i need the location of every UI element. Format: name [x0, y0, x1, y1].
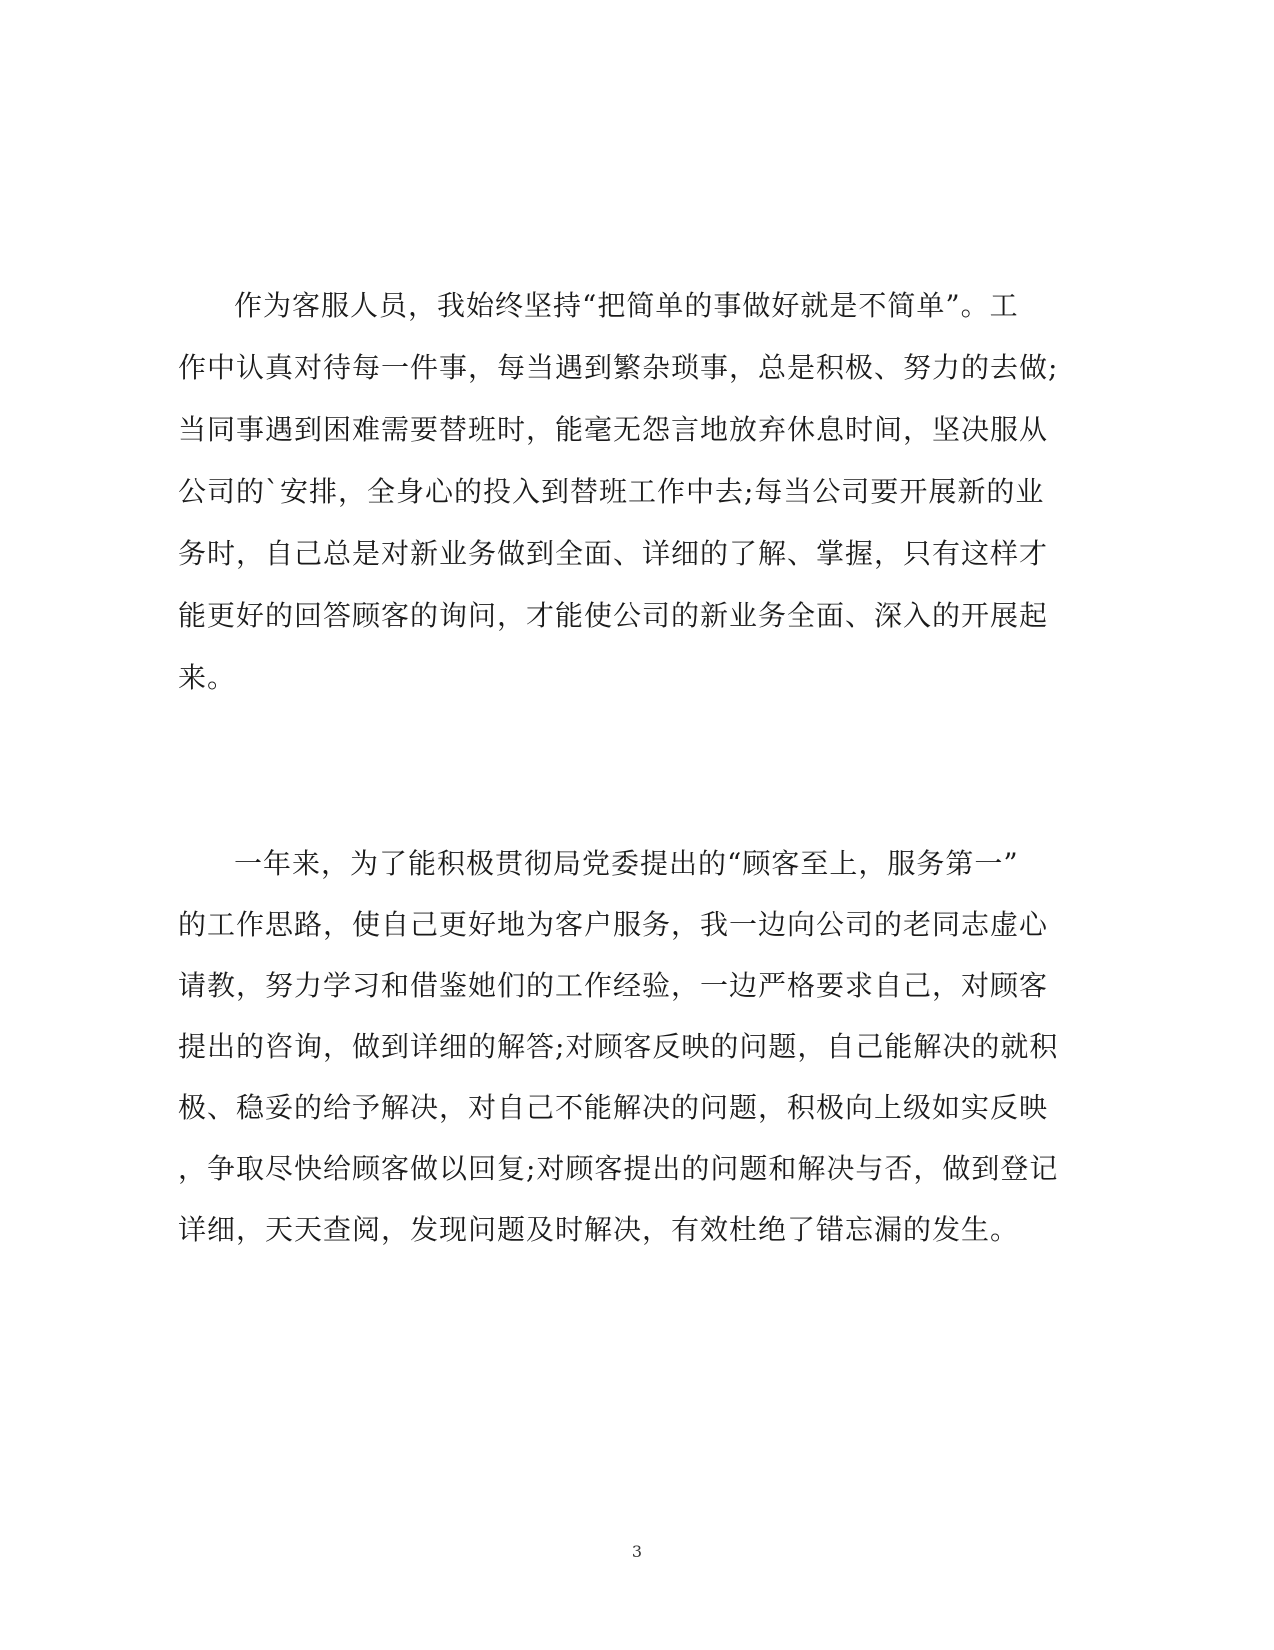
text-line: 务时，自己总是对新业务做到全面、详细的了解、掌握，只有这样才 — [178, 537, 1049, 570]
text-line: 请教，努力学习和借鉴她们的工作经验，一边严格要求自己，对顾客 — [178, 969, 1049, 1002]
text-line: 能更好的回答顾客的询问，才能使公司的新业务全面、深入的开展起 — [178, 599, 1049, 632]
text-line: 作为客服人员，我始终坚持“把简单的事做好就是不简单”。工 — [234, 289, 1019, 322]
text-line: 作中认真对待每一件事，每当遇到繁杂琐事，总是积极、努力的去做; — [178, 351, 1059, 384]
text-line: 公司的`安排，全身心的投入到替班工作中去;每当公司要开展新的业 — [178, 475, 1045, 508]
text-line: 提出的咨询，做到详细的解答;对顾客反映的问题，自己能解决的就积 — [178, 1030, 1059, 1063]
text-line: 详细，天天查阅，发现问题及时解决，有效杜绝了错忘漏的发生。 — [178, 1213, 1020, 1246]
text-line: 极、稳妥的给予解决，对自己不能解决的问题，积极向上级如实反映 — [178, 1091, 1049, 1124]
page-number: 3 — [631, 1542, 643, 1561]
text-line: ，争取尽快给顾客做以回复;对顾客提出的问题和解决与否，做到登记 — [178, 1152, 1059, 1185]
text-line: 当同事遇到困难需要替班时，能毫无怨言地放弃休息时间，坚决服从 — [178, 413, 1049, 446]
text-line: 一年来，为了能积极贯彻局党委提出的“顾客至上，服务第一” — [234, 847, 1019, 880]
text-line: 来。 — [178, 661, 237, 694]
text-line: 的工作思路，使自己更好地为客户服务，我一边向公司的老同志虚心 — [178, 908, 1049, 941]
